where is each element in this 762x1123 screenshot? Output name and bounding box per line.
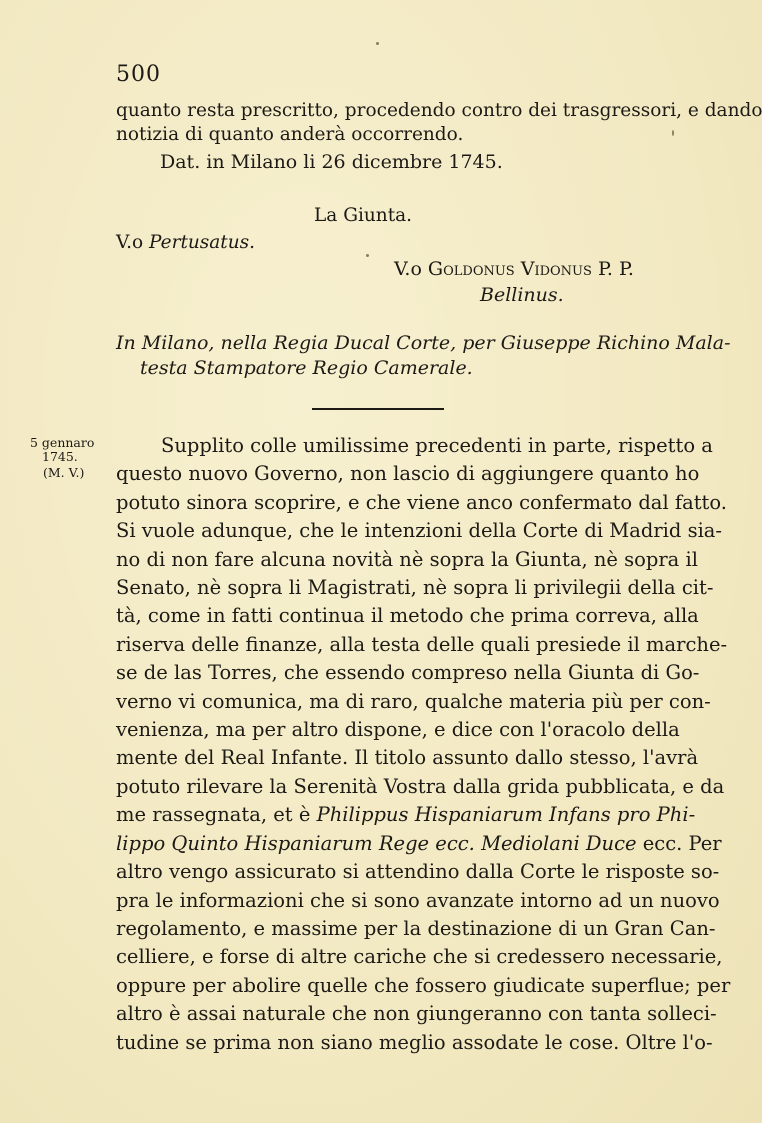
text-line-mixed — [116, 830, 722, 858]
signature-right — [394, 258, 634, 280]
text-line: pra le informazioni che si sono avanzate intorno ad un nuovo — [116, 888, 720, 912]
text-line-mixed — [116, 801, 696, 829]
dateline: Dat. in Milano li 26 dicembre 1745. — [160, 151, 503, 173]
countersignature: Bellinus. — [480, 284, 564, 306]
signature-name: Goldonus Vidonus P. P. — [427, 258, 634, 280]
text-line: notizia di quanto anderà occorrendo. — [116, 124, 464, 145]
italic-run: lippo Quinto Hispaniarum Rege ecc. Mediolani Duce — [116, 831, 637, 855]
text-line: verno vi comunica, ma di raro, qualche materia più per con- — [116, 689, 711, 713]
text-line: regolamento, e massime per la destinazione di un Gran Can- — [116, 916, 716, 940]
opening-paragraph — [116, 99, 762, 147]
text-run: ecc. Per — [636, 831, 722, 855]
signature-prefix: V.o — [116, 232, 150, 253]
text-line: celliere, e forse di altre cariche che si credessero necessarie, — [116, 945, 723, 969]
letter-body — [116, 432, 731, 1057]
text-line: mente del Real Infante. Il titolo assunto dallo stesso, l'avrà — [116, 746, 699, 770]
margin-year: 1745. — [42, 449, 78, 464]
text-line: altro vengo assicurato si attendino dalla Corte le risposte so- — [116, 860, 720, 884]
signature-body: La Giunta. — [314, 205, 413, 226]
imprint — [116, 331, 731, 381]
text-run: me rassegnata, et è — [116, 803, 317, 827]
margin-date: 5 gennaro — [30, 435, 95, 450]
text-line: quanto resta prescritto, procedendo contro dei trasgressori, e dando — [116, 100, 762, 121]
paper-speck — [376, 42, 379, 45]
signature-left — [116, 232, 255, 253]
margin-note — [30, 436, 110, 480]
imprint-line: In Milano, nella Regia Ducal Corte, per Giuseppe Richino Mala- — [116, 332, 731, 354]
signature-name: Pertusatus. — [149, 232, 256, 253]
text-line: oppure per abolire quelle che fossero giudicate superflue; per — [116, 973, 731, 997]
margin-style: (M. V.) — [43, 465, 85, 480]
text-line: potuto sinora scoprire, e che viene anco confermato dal fatto. — [116, 490, 727, 514]
paper-speck — [366, 254, 369, 257]
text-line: altro è assai naturale che non giungeranno con tanta solleci- — [116, 1002, 717, 1026]
signature-prefix: V.o — [394, 258, 428, 280]
text-line: Senato, nè sopra li Magistrati, nè sopra li privilegii della cit- — [116, 576, 714, 600]
text-line: Si vuole adunque, che le intenzioni della Corte di Madrid sia- — [116, 519, 723, 543]
text-line: riserva delle finanze, alla testa delle quali presiede il marche- — [116, 632, 728, 656]
text-line: tudine se prima non siano meglio assodate le cose. Oltre l'o- — [116, 1030, 713, 1054]
text-line: potuto rilevare la Serenità Vostra dalla grida pubblicata, e da — [116, 774, 725, 798]
text-line: no di non fare alcuna novità nè sopra la Giunta, nè sopra il — [116, 547, 698, 571]
text-line: venienza, ma per altro dispone, e dice con l'oracolo della — [116, 718, 680, 742]
imprint-line: testa Stampatore Regio Camerale. — [140, 357, 473, 379]
text-line: tà, come in fatti continua il metodo che prima correva, alla — [116, 604, 699, 628]
italic-run: Philippus Hispaniarum Infans pro Phi- — [316, 803, 696, 827]
text-line: Supplito colle umilissime precedenti in parte, rispetto a — [161, 434, 713, 457]
paper-speck — [672, 130, 674, 136]
page-number: 500 — [116, 62, 161, 87]
text-line: questo nuovo Governo, non lascio di aggiungere quanto ho — [116, 462, 700, 486]
text-line: se de las Torres, che essendo compreso nella Giunta di Go- — [116, 661, 700, 685]
section-divider — [312, 408, 444, 410]
